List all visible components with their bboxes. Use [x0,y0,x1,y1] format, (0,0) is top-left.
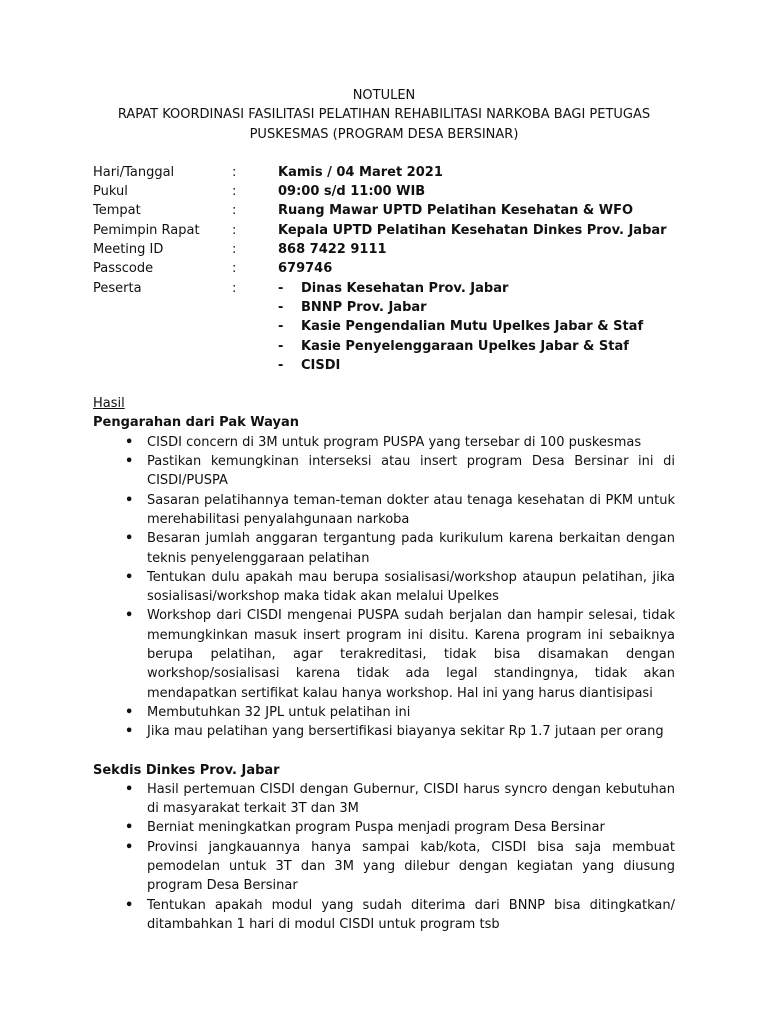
bullet-icon: • [125,434,134,450]
bullet-icon: • [125,704,134,720]
info-label: Peserta [93,280,142,296]
dash-marker: - [278,319,284,335]
participant-item [278,298,675,317]
participant-list [278,279,675,375]
info-value: Ruang Mawar UPTD Pelatihan Kesehatan & WFO [278,203,634,219]
list-item-text: Sasaran pelatihannya teman-teman dokter atau tenaga kesehatan di PKM untuk merehabilitasi penyalahgunaan narkoba [147,492,675,527]
list-item-text: Provinsi jangkauannya hanya sampai kab/kota, CISDI bisa saja membuat pemodelan untuk 3T dan 3M yang dilebur dengan kegiatan yang diusung program Desa Bersinar [147,839,675,894]
info-colon: : [232,164,237,180]
list-item-text: Tentukan dulu apakah mau berupa sosialisasi/workshop ataupun pelatihan, jika sosialisasi/workshop maka tidak akan melalui Upelkes [147,569,675,605]
meeting-info-table [93,163,675,375]
info-value: Kepala UPTD Pelatihan Kesehatan Dinkes Prov. Jabar [278,222,667,238]
list-item-text: Jika mau pelatihan yang bersertifikasi biayanya sekitar Rp 1.7 jutaan per orang [147,724,664,740]
list-item-text: Pastikan kemungkinan interseksi atau insert program Desa Bersinar ini di CISDI/PUSPA [147,454,675,489]
info-row-chair [93,221,675,240]
info-colon: : [232,261,237,277]
section-sekdis [93,761,675,935]
info-row-passcode [93,259,675,278]
participant-name: Dinas Kesehatan Prov. Jabar [301,280,509,296]
info-value: Kamis / 04 Maret 2021 [278,164,443,180]
info-colon: : [232,242,237,258]
info-label: Tempat [93,203,141,219]
info-label: Hari/Tanggal [93,164,175,180]
info-colon: : [232,184,237,200]
participant-item [278,337,675,356]
section-pak-wayan [93,413,675,741]
list-item-text: Hasil pertemuan CISDI dengan Gubernur, CISDI harus syncro dengan kebutuhan di masyarakat terkait 3T dan 3M [147,781,675,817]
info-row-place [93,201,675,220]
info-colon: : [232,222,237,238]
bullet-icon: • [125,839,134,855]
dash-marker: - [278,280,284,296]
info-value: 679746 [278,261,333,277]
info-label: Passcode [93,261,154,277]
list-item [125,818,675,837]
info-colon: : [232,280,237,296]
participant-name: BNNP Prov. Jabar [301,299,427,315]
list-item-text: Workshop dari CISDI mengenai PUSPA sudah berjalan dan hampir selesai, tidak memungkinkan masuk insert program ini disitu. Karena program ini sebaiknya berupa pelatihan, agar terakreditasi, tidak bisa disamakan dengan workshop/sosialisasi karena tidak ada legal standingnya, tidak akan mendapatkan sertifikat kalau hanya workshop. Hal ini yang harus diantisipasi [147,608,675,701]
participant-cell [278,279,675,375]
bullet-icon: • [125,897,134,913]
dash-marker: - [278,338,284,354]
section-heading: Pengarahan dari Pak Wayan [93,415,300,431]
title-line-2: RAPAT KOORDINASI FASILITASI PELATIHAN REHABILITASI NARKOBA BAGI PETUGAS [117,107,651,123]
bullet-icon: • [125,492,134,508]
info-label: Pukul [93,184,128,200]
info-colon: : [232,203,237,219]
section-spacer [93,742,675,761]
info-label: Pemimpin Rapat [93,222,200,238]
document-title [93,86,675,144]
list-item [125,529,675,568]
list-item-text: Membutuhkan 32 JPL untuk pelatihan ini [147,704,411,720]
bullet-icon: • [125,454,134,470]
participant-item [278,279,675,298]
list-item [125,433,675,452]
list-item [125,838,675,896]
info-row-time [93,182,675,201]
info-row-meeting-id [93,240,675,259]
dash-marker: - [278,357,284,373]
participant-name: CISDI [301,357,341,373]
info-row-date [93,163,675,182]
list-item [125,568,675,607]
results-heading: Hasil [93,396,125,412]
list-item-text: Berniat meningkatkan program Puspa menjadi program Desa Bersinar [147,820,605,836]
list-item [125,722,675,741]
list-item [125,703,675,722]
list-item [125,896,675,935]
title-line-1: NOTULEN [352,88,416,103]
section-heading: Sekdis Dinkes Prov. Jabar [93,762,280,778]
participant-name: Kasie Penyelenggaraan Upelkes Jabar & Staf [301,338,629,354]
info-value: 868 7422 9111 [278,242,387,258]
bullet-icon: • [125,781,134,797]
bullet-icon: • [125,820,134,836]
bullet-icon: • [125,724,134,740]
participant-item [278,317,675,336]
list-item [125,491,675,530]
list-item-text: Tentukan apakah modul yang sudah diterima dari BNNP bisa ditingkatkan/ ditambahkan 1 hari di modul CISDI untuk program tsb [147,897,675,932]
info-value: 09:00 s/d 11:00 WIB [278,184,426,200]
list-item-text: Besaran jumlah anggaran tergantung pada kurikulum karena berkaitan dengan teknis penyelenggaraan pelatihan [147,531,675,566]
dash-marker: - [278,299,284,315]
bullet-icon: • [125,608,134,624]
participant-item [278,356,675,375]
list-item [125,780,675,819]
list-item [125,606,675,702]
list-item [125,452,675,491]
info-label: Meeting ID [93,242,164,258]
bullet-list [93,780,675,934]
bullet-icon: • [125,569,134,585]
title-line-3: PUSKESMAS (PROGRAM DESA BERSINAR) [249,126,519,142]
bullet-icon: • [125,531,134,547]
info-row-participants [93,279,675,375]
participant-name: Kasie Pengendalian Mutu Upelkes Jabar & Staf [301,319,644,335]
bullet-list [93,433,675,742]
list-item-text: CISDI concern di 3M untuk program PUSPA yang tersebar di 100 puskesmas [147,434,642,450]
